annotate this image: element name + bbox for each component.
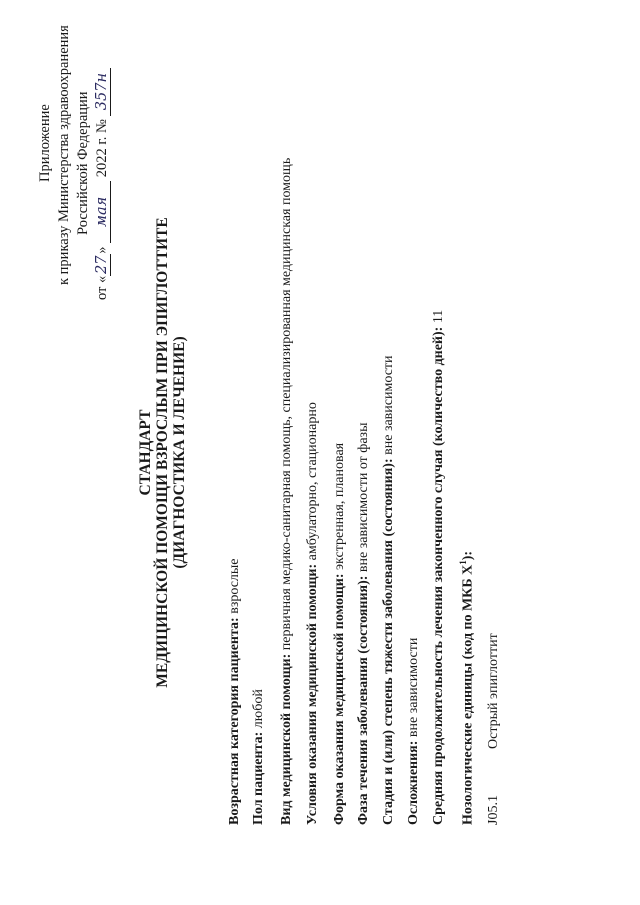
- field-label: Форма оказания медицинской помощи:: [332, 573, 347, 825]
- field-value: вне зависимости: [406, 637, 421, 741]
- field-complications: [407, 638, 421, 825]
- field-label: Пол пациента:: [251, 731, 266, 825]
- field-label: Стадия и (или) степень тяжести заболевания (состояния):: [381, 458, 396, 825]
- field-value: вне зависимости: [381, 355, 396, 459]
- field-care-conditions: [306, 402, 320, 825]
- date-year-number: 2022 г. №: [94, 119, 110, 178]
- field-label: Фаза течения заболевания (состояния):: [356, 575, 371, 825]
- handwritten-order-number: 357н: [95, 68, 111, 116]
- date-mid: »: [94, 246, 110, 254]
- field-label: Возрастная категория пациента:: [227, 617, 242, 825]
- field-value: взрослые: [227, 558, 242, 618]
- field-label: Условия оказания медицинской помощи:: [305, 563, 320, 825]
- field-value: амбулаторно, стационарно: [305, 402, 320, 564]
- title-line-2: МЕДИЦИНСКОЙ ПОМОЩИ ВЗРОСЛЫМ ПРИ ЭПИГЛОТТИТЕ: [154, 217, 171, 688]
- nosology-label: Нозологические единицы (код по МКБ X: [460, 564, 476, 825]
- field-value: первичная медико-санитарная помощь, специализированная медицинская помощь: [279, 157, 294, 654]
- field-treatment-duration: [432, 310, 446, 825]
- footnote-marker: 1: [458, 560, 468, 565]
- field-disease-phase: [357, 423, 371, 826]
- handwritten-month: мая: [95, 181, 111, 243]
- field-label: Вид медицинской помощи:: [279, 653, 294, 825]
- field-care-type: [280, 158, 294, 825]
- date-prefix: от «: [94, 275, 110, 300]
- title-line-1: СТАНДАРТ: [137, 409, 154, 496]
- appendix-order-line: к приказу Министерства здравоохранения: [56, 25, 72, 285]
- field-value: любой: [251, 689, 266, 732]
- nosology-name: Острый эпиглоттит: [486, 633, 501, 749]
- appendix-label: Приложение: [37, 104, 53, 182]
- field-care-form: [333, 443, 347, 825]
- field-value: вне зависимости от фазы: [356, 422, 371, 576]
- appendix-date-line: [95, 68, 111, 300]
- field-label: Осложнения:: [406, 740, 421, 825]
- nosology-code: J05.1: [486, 795, 501, 825]
- field-age-category: [228, 558, 242, 825]
- nosology-label-end: ):: [460, 550, 476, 561]
- field-label: Средняя продолжительность лечения законченного случая (количество дней):: [431, 326, 446, 825]
- field-value: экстренная, плановая: [332, 442, 347, 574]
- handwritten-day: 27: [94, 255, 110, 274]
- appendix-country-line: Российской Федерации: [75, 91, 91, 235]
- field-disease-stage: [382, 355, 396, 825]
- nosology-heading: [459, 551, 476, 825]
- field-sex: [252, 689, 266, 825]
- field-value: 11: [431, 309, 446, 327]
- title-line-3: (ДИАГНОСТИКА И ЛЕЧЕНИЕ): [171, 336, 188, 569]
